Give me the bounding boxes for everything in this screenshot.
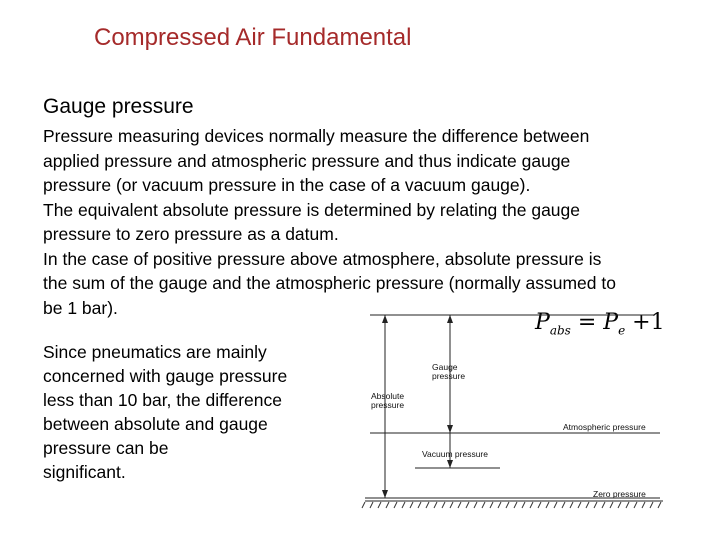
pressure-diagram xyxy=(355,305,715,520)
formula-rhs-subscript: e xyxy=(618,323,626,338)
absolute-label-line-2: pressure xyxy=(371,400,405,410)
side-line: Since pneumatics are mainly xyxy=(43,342,267,362)
formula-rhs-symbol: P xyxy=(603,310,619,335)
absolute-label-line-1: Absolute xyxy=(371,391,405,401)
formula-lhs-symbol: P xyxy=(535,310,550,335)
paragraph-line: the sum of the gauge and the atmospheric pressure (normally assumed to xyxy=(43,273,616,293)
paragraph-line: The equivalent absolute pressure is determined by relating the gauge xyxy=(43,199,581,220)
zero-pressure-label: Zero pressure xyxy=(593,489,646,499)
slide-title: Compressed Air Fundamental xyxy=(94,24,412,51)
paragraph-line: In the case of positive pressure above atmosphere, absolute pressure is xyxy=(43,248,602,269)
formula-lhs-subscript: abs xyxy=(549,323,571,338)
atmospheric-pressure-label: Atmospheric pressure xyxy=(563,422,646,432)
vacuum-pressure-label: Vacuum pressure xyxy=(422,449,488,459)
gauge-label-line-2: pressure xyxy=(432,371,466,381)
side-line: concerned with gauge pressure xyxy=(43,366,288,386)
formula-plus-one: +1 xyxy=(632,310,665,335)
paragraph-line: pressure (or vacuum pressure in the case of a vacuum gauge). xyxy=(43,175,531,195)
gauge-label-line-1: Gauge xyxy=(432,362,458,372)
paragraph-line: pressure to zero pressure as a datum. xyxy=(43,224,339,244)
formula-equals: = xyxy=(577,310,597,335)
side-line: pressure can be xyxy=(43,438,169,458)
side-line: less than 10 bar, the difference xyxy=(43,390,283,410)
side-line: significant. xyxy=(43,462,126,482)
paragraph-line: applied pressure and atmospheric pressure and thus indicate gauge xyxy=(43,150,571,171)
main-paragraph xyxy=(43,124,708,320)
section-heading: Gauge pressure xyxy=(43,95,194,118)
absolute-pressure-label xyxy=(371,392,404,410)
paragraph-line: Pressure measuring devices normally measure the difference between xyxy=(43,126,590,146)
paragraph-line: be 1 bar). xyxy=(43,297,118,318)
ground-hatching xyxy=(362,502,661,508)
side-line: between absolute and gauge xyxy=(43,414,268,434)
gauge-pressure-label xyxy=(432,363,465,381)
side-paragraph xyxy=(43,340,343,484)
